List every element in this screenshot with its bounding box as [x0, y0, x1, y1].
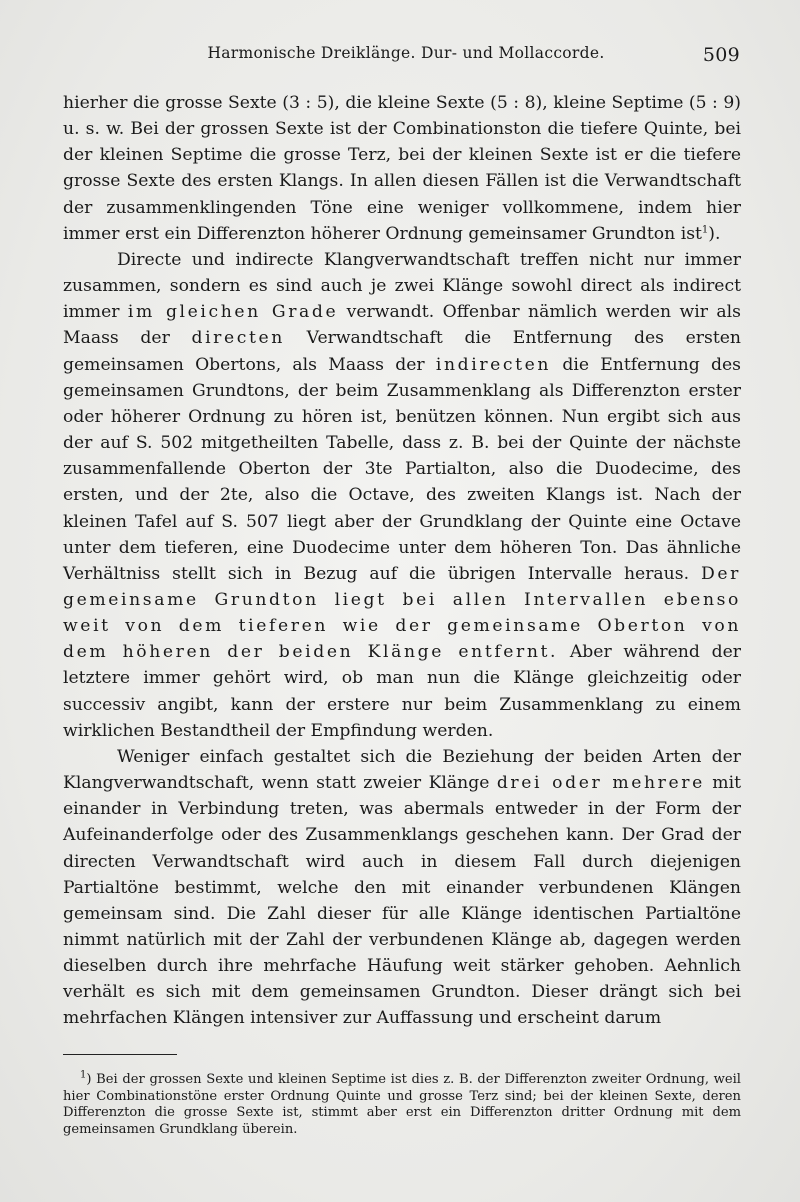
text-run: Directe und indirecte Klangverwandtschaft treffen nicht nur immer zusammen, sondern es sind auch je zwei Klänge sowohl direct als indirect immer: [63, 249, 741, 323]
footnote-divider: [63, 1054, 177, 1055]
text-run: Aber während der letztere immer gehört wird, ob man nun die Klänge gleichzeitig oder successiv angibt, kann der erstere nur beim Zusammenklang zu einem wirklichen Bestandtheil der Empfindung werden.: [63, 642, 741, 741]
text-run: ).: [708, 223, 721, 244]
running-title: Harmonische Dreiklänge. Dur- und Mollaccorde.: [207, 44, 605, 62]
footnote-reference: 1: [701, 224, 709, 236]
emphasized-text: Der gemeinsame Grundton liegt bei allen Intervallen ebenso weit von dem tieferen wie der gemeinsame Oberton von dem höheren der beiden Klänge entfernt.: [63, 563, 741, 663]
emphasized-text: directen: [191, 328, 285, 349]
body-text: [63, 90, 741, 1032]
paragraph: [63, 90, 741, 247]
paragraph: [63, 247, 741, 744]
text-run: Weniger einfach gestaltet sich die Beziehung der beiden Arten der Klangverwandtschaft, wenn statt zweier Klänge: [63, 746, 741, 794]
paragraph: [63, 744, 741, 1032]
emphasized-text: indirecten: [435, 354, 552, 375]
footnote-text: ) Bei der grossen Sexte und kleinen Septime ist dies z. B. der Differenzton zweiter Ordnung, weil hier Combinationstöne erster Ordnung Quinte und grosse Terz sind; bei der kleinen Sexte, deren Differenzton die grosse Sexte ist, stimmt aber erst ein Differenzton dritter Ordnung mit dem gemeinsamen Grundklang überein.: [63, 1072, 741, 1137]
running-header: [62, 44, 740, 74]
text-run: mit einander in Verbindung treten, was abermals entweder in der Form der Aufeinanderfolge oder des Zusammenklangs geschehen kann. Der Grad der directen Verwandtschaft wird auch in diesem Fall durch diejenigen Partialtöne bestimmt, welche den mit einander verbundenen Klängen gemeinsam sind. Die Zahl dieser für alle Klänge identischen Partialtöne nimmt natürlich mit der Zahl der verbundenen Klänge ab, dagegen werden dieselben durch ihre mehrfache Häufung weit stärker gehoben. Aehnlich verhält es sich mit dem gemeinsamen Grundton. Dieser drängt sich bei mehrfachen Klängen intensiver zur Auffassung und erscheint darum: [63, 773, 741, 1029]
footnote: [63, 1069, 741, 1138]
text-run: hierher die grosse Sexte (3 : 5), die kleine Sexte (5 : 8), kleine Septime (5 : 9) u. s. w. Bei der grossen Sexte ist der Combinationston die tiefere Quinte, bei der kleinen Septime die grosse Terz, bei der kleinen Sexte ist er die tiefere grosse Sexte des ersten Klangs. In allen diesen Fällen ist die Verwandtschaft der zusammenklingenden Töne eine weniger vollkommene, indem hier immer erst ein Differenzton höherer Ordnung gemeinsamer Grundton ist: [63, 93, 741, 244]
text-run: die Entfernung des gemeinsamen Grundtons, der beim Zusammenklang als Differenzton erster oder höherer Ordnung zu hören ist, benützen können. Nun ergibt sich aus der auf S. 502 mitgetheilten Tabelle, dass z. B. bei der Quinte der nächste zusammenfallende Oberton der 3te Partialton, also die Duodecime, des ersten, und der 2te, also die Octave, des zweiten Klangs ist. Nach der kleinen Tafel auf S. 507 liegt aber der Grundklang der Quinte eine Octave unter dem tieferen, eine Duodecime unter dem höheren Ton. Das ähnliche Verhältniss stellt sich in Bezug auf die übrigen Intervalle heraus.: [63, 354, 741, 584]
text-run: verwandt. Offenbar nämlich werden wir als Maass der: [63, 302, 741, 349]
emphasized-text: im gleichen Grade: [127, 302, 339, 323]
footnote-marker: 1: [80, 1069, 87, 1081]
emphasized-text: drei oder mehrere: [496, 773, 705, 794]
page-number: 509: [702, 44, 740, 66]
text-run: Verwandtschaft die Entfernung des ersten gemeinsamen Obertons, als Maass der: [63, 328, 741, 375]
